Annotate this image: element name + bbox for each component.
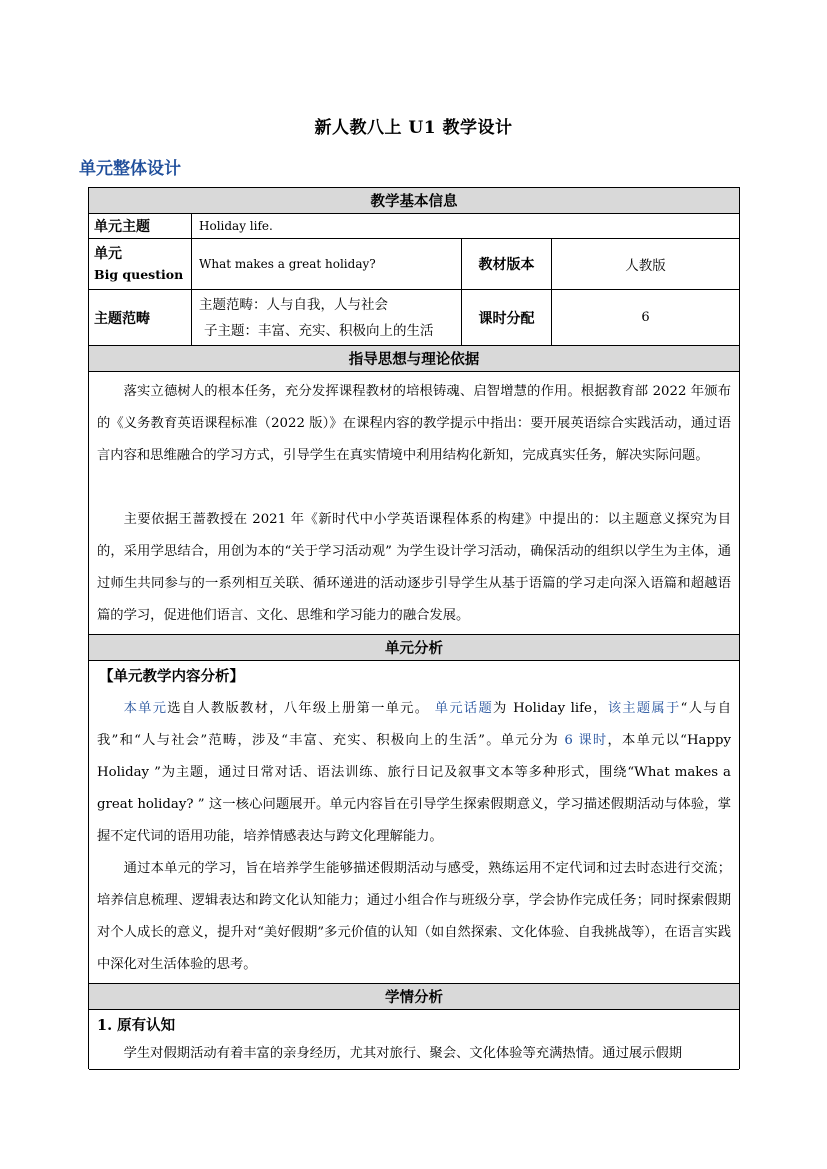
learner-analysis-content — [89, 1010, 739, 1070]
unit-content-analysis-heading: 【单元教学内容分析】 — [99, 668, 244, 685]
highlight-unit-topic: 单元话题 — [434, 701, 494, 716]
learner-analysis-header: 学情分析 — [89, 984, 739, 1010]
unit-analysis-text-4: ，本单元以“Happy Holiday ”为主题，通过日常对话、语法训练、旅行日记及叙事文本等多种形式，围绕“What makes a great holiday? ” 这一核心问题展开。单元内容旨在引导学生探索假期意义，学习描述假期活动与体验，掌握不定代词的语用功能，培养情感表达与跨文化理解能力。 — [97, 733, 732, 844]
periods-label: 课时分配 — [461, 290, 551, 345]
edition-value: 人教版 — [551, 239, 739, 289]
theme-row — [89, 214, 739, 239]
big-question-value: What makes a great holiday? — [191, 239, 461, 289]
highlight-periods: 6 课时 — [564, 733, 608, 748]
highlight-theme-belongs: 该主题属于 — [607, 701, 681, 716]
unit-analysis-paragraph-1 — [97, 693, 731, 853]
section-title: 单元整体设计 — [79, 159, 181, 179]
category-label: 主题范畴 — [94, 310, 150, 327]
design-table — [88, 187, 740, 1069]
guidance-header: 指导思想与理论依据 — [89, 346, 739, 372]
big-question-label — [89, 239, 191, 289]
category-value — [191, 290, 461, 345]
unit-analysis-header: 单元分析 — [89, 635, 739, 661]
unit-analysis-text-3: “人与自我”和“人与社会”范畴，涉及“丰富、充实、积极向上的生活”。单元分为 — [97, 701, 732, 748]
theme-value: Holiday life. — [191, 214, 739, 238]
category-row — [89, 290, 739, 346]
category-line-1: 主题范畴：人与自我，人与社会 — [199, 296, 388, 313]
unit-analysis-text-1: 选自人教版教材，八年级上册第一单元。 — [167, 701, 435, 716]
basic-info-header: 教学基本信息 — [89, 188, 739, 214]
unit-analysis-content — [89, 661, 739, 984]
guidance-paragraph-2: 主要依据王蔷教授在 2021 年《新时代中小学英语课程体系的构建》中提出的：以主题意义探究为目的，采用学思结合，用创为本的“关于学习活动观” 为学生设计学习活动，确保活动的组织以学生为主体，通过师生共同参与的一系列相互关联、循环递进的活动逐步引导学生从基于语篇的学习走向深入语篇和超越语篇的学习，促进他们语言、文化、思维和学习能力的融合发展。 — [97, 512, 731, 623]
category-line-2: 子主题：丰富、充实、积极向上的生活 — [204, 322, 434, 339]
unit-analysis-paragraph-2: 通过本单元的学习，旨在培养学生能够描述假期活动与感受，熟练运用不定代词和过去时态进行交流；培养信息梳理、逻辑表达和跨文化认知能力；通过小组合作与班级分享，学会协作完成任务；同时探索假期对个人成长的意义，提升对“美好假期”多元价值的认知（如自然探索、文化体验、自我挑战等），在语言实践中深化对生活体验的思考。 — [97, 861, 731, 972]
theme-label: 单元主题 — [94, 219, 150, 235]
big-question-label-line2: Big question — [94, 267, 184, 282]
guidance-content — [89, 372, 739, 635]
guidance-paragraph-1: 落实立德树人的根本任务，充分发挥课程教材的培根铸魂、启智增慧的作用。根据教育部 2022 年颁布的《义务教育英语课程标准（2022 版）》在课程内容的教学提示中指出：要开展英语综合实践活动，通过语言内容和思维融合的学习方式，引导学生在真实情境中利用结构化新知，完成真实任务，解决实际问题。 — [97, 384, 731, 463]
learner-analysis-paragraph-1: 学生对假期活动有着丰富的亲身经历，尤其对旅行、聚会、文化体验等充满热情。通过展示假期 — [123, 1046, 683, 1061]
unit-analysis-text-2: 为 Holiday life， — [493, 701, 608, 716]
big-question-row — [89, 239, 739, 290]
highlight-this-unit: 本单元 — [123, 701, 168, 716]
periods-value: 6 — [551, 290, 739, 345]
document-title: 新人教八上 U1 教学设计 — [314, 118, 513, 138]
big-question-label-line1: 单元 — [94, 246, 122, 262]
prior-knowledge-heading: 1. 原有认知 — [97, 1017, 176, 1034]
edition-label: 教材版本 — [461, 239, 551, 289]
